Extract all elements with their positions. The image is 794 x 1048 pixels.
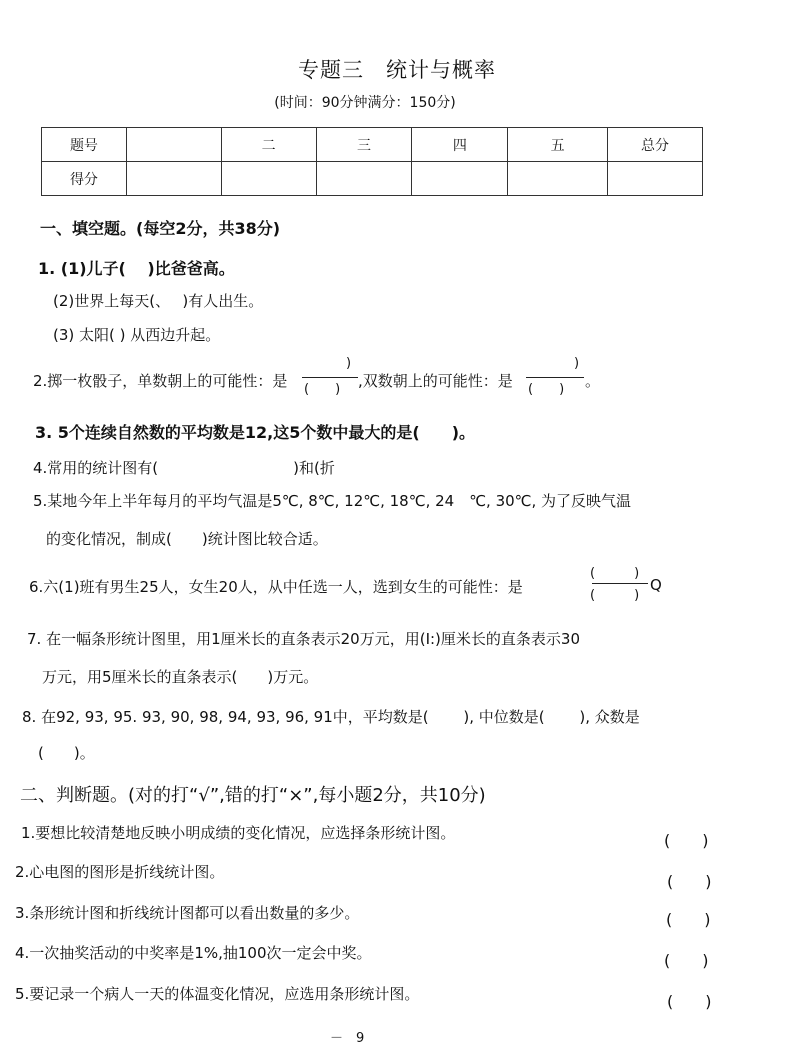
question-7b: 万元，用5厘米长的直条表示( )万元。 [42, 668, 319, 686]
table-cell: 四 [412, 128, 508, 162]
question-6: 6.六(1)班有男生25人，女生20人，从中任选一人，选到女生的可能性：是 [29, 578, 523, 596]
judge-answer-5: ( ) [667, 992, 712, 1011]
table-cell [316, 162, 412, 196]
question-5b: 的变化情况，制成( )统计图比较合适。 [46, 530, 328, 548]
fraction-odd [302, 356, 362, 396]
question-2-end: 。 [585, 372, 601, 390]
fraction-numerator: ) [574, 356, 580, 371]
question-7a: 7. 在一幅条形统计图里，用1厘米长的直条表示20万元，用(I:)厘米长的直条表示30 [27, 630, 580, 648]
table-cell [221, 162, 316, 196]
page-title: 专题三 统计与概率 [298, 58, 496, 82]
fraction-denominator: ( ) [590, 588, 640, 603]
score-table [41, 127, 703, 196]
judge-answer-4: ( ) [664, 951, 709, 970]
question-6-end: Q [650, 576, 662, 594]
question-3: 3. 5个连续自然数的平均数是12,这5个数中最大的是( )。 [35, 423, 476, 442]
judge-item-1: 1.要想比较清楚地反映小明成绩的变化情况，应选择条形统计图。 [21, 824, 456, 842]
question-4: 4.常用的统计图有( )和(折 [33, 459, 335, 477]
judge-answer-1: ( ) [664, 831, 709, 850]
question-2-text-b: ,双数朝上的可能性：是 [358, 372, 513, 390]
table-cell: 总分 [608, 128, 703, 162]
question-8b: ( )。 [38, 744, 95, 762]
judge-item-2: 2.心电图的图形是折线统计图。 [15, 863, 225, 881]
exam-time-score-info: (时间：90分钟满分：150分) [274, 95, 456, 111]
fraction-denominator: ( ) [528, 382, 565, 397]
fraction-denominator: ( ) [304, 382, 341, 397]
table-cell [126, 128, 221, 162]
judge-item-3: 3.条形统计图和折线统计图都可以看出数量的多少。 [15, 904, 360, 922]
fraction-even [526, 356, 588, 396]
table-cell: 二 [221, 128, 316, 162]
judge-answer-2: ( ) [667, 872, 712, 891]
fraction-numerator: ( ) [590, 566, 640, 581]
judge-answer-3: ( ) [666, 910, 711, 929]
table-cell: 五 [508, 128, 608, 162]
fraction-girl-probability [590, 562, 652, 602]
question-2-text-a: 2.掷一枚骰子，单数朝上的可能性：是 [33, 372, 288, 390]
judge-item-5: 5.要记录一个病人一天的体温变化情况，应选用条形统计图。 [15, 985, 420, 1003]
fraction-numerator: ) [346, 356, 352, 371]
judge-item-4: 4.一次抽奖活动的中奖率是1%,抽100次一定会中奖。 [15, 944, 372, 962]
section1-heading: 一、填空题。(每空2分，共38分) [40, 219, 281, 238]
table-cell: 三 [316, 128, 412, 162]
question-8a: 8. 在92, 93, 95. 93, 90, 98, 94, 93, 96, 91中，平均数是( ), 中位数是( ), 众数是 [22, 708, 640, 726]
table-cell: 题号 [42, 128, 127, 162]
question-1c: (3) 太阳( ) 从西边升起。 [53, 326, 221, 344]
table-cell [508, 162, 608, 196]
page-number: － 9 [330, 1031, 365, 1046]
table-cell [412, 162, 508, 196]
score-table-header-row [42, 128, 703, 162]
table-cell [126, 162, 221, 196]
question-1b: (2)世界上每天(、 )有人出生。 [53, 292, 264, 310]
question-1a: 1. (1)儿子( )比爸爸高。 [38, 259, 235, 278]
score-table-score-row [42, 162, 703, 196]
section2-heading: 二、判断题。(对的打“√”,错的打“×”,每小题2分，共10分) [20, 785, 486, 806]
table-cell [608, 162, 703, 196]
question-5a: 5.某地今年上半年每月的平均气温是5℃, 8℃, 12℃, 18℃, 24 ℃, 30℃, 为了反映气温 [33, 492, 632, 510]
table-cell: 得分 [42, 162, 127, 196]
